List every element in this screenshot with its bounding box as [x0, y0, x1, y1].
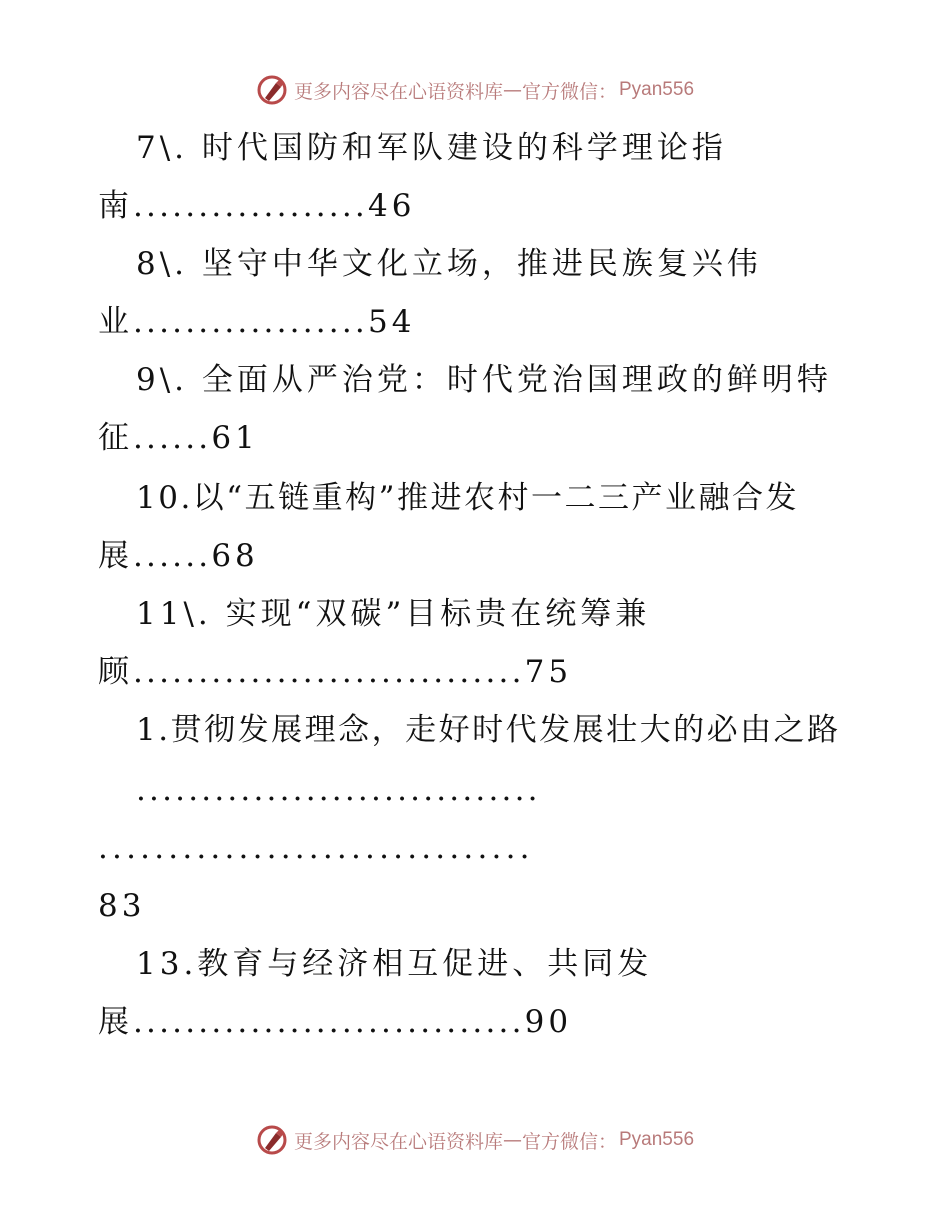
toc-entry-9-dots: ...... [133, 420, 212, 456]
toc-entry-8-title[interactable]: 8\. 坚守中华文化立场，推进民族复兴伟 [136, 246, 762, 282]
toc-entry-12-page[interactable]: 83 [98, 888, 146, 924]
toc-entry-11-title[interactable]: 11\. 实现“双碳”目标贵在统筹兼 [136, 596, 651, 632]
toc-entry-11-dots: .............................. [133, 654, 525, 690]
toc-entry-7-leader[interactable] [98, 186, 415, 226]
watermark-label: 官方微信： [521, 1130, 617, 1153]
toc-entry-10-dots: ...... [133, 538, 212, 574]
toc-entry-10-leader[interactable] [98, 536, 259, 576]
pen-logo-icon [256, 74, 288, 106]
toc-entry-13-title[interactable]: 13.教育与经济相互促进、共同发 [136, 946, 653, 982]
watermark-text: 更多内容尽在心语资料库 [293, 80, 503, 103]
toc-entry-12-dots-2: ............................... [98, 830, 534, 866]
toc-entry-12-dots-1: ............................... [136, 772, 541, 808]
toc-entry-10-title[interactable]: 10.以“五链重构”推进农村一二三产业融合发 [136, 480, 799, 516]
toc-entry-13-leader[interactable] [98, 1002, 572, 1042]
toc-entry-8-leader[interactable] [98, 302, 415, 342]
toc-entry-9-title[interactable]: 9\. 全面从严治党：时代党治国理政的鲜明特 [136, 362, 832, 398]
toc-entry-13-page: 90 [524, 1004, 573, 1040]
watermark-id: Pyan556 [619, 79, 695, 100]
toc-entry-9-page: 61 [211, 420, 259, 456]
toc-entry-7-dots: .................. [133, 188, 368, 224]
toc-entry-10-page: 68 [211, 538, 259, 574]
toc-entry-11-leader[interactable] [98, 652, 572, 692]
toc-entry-8-cont: 业 [98, 304, 133, 340]
watermark-footer [0, 1120, 950, 1160]
watermark-id: Pyan556 [619, 1129, 695, 1150]
toc-entry-13-dots: .............................. [133, 1004, 525, 1040]
toc-entry-12-title[interactable]: 1.贯彻发展理念，走好时代发展壮大的必由之路 [136, 712, 841, 748]
toc-entry-7-page: 46 [367, 188, 416, 224]
watermark-separator: — [502, 79, 522, 101]
toc-entry-7-cont: 南 [98, 188, 133, 224]
watermark-text: 更多内容尽在心语资料库 [293, 1130, 503, 1153]
toc-entry-8-page: 54 [367, 304, 416, 340]
toc-entry-10-cont: 展 [98, 538, 133, 574]
toc-entry-8-dots: .................. [133, 304, 368, 340]
toc-entry-9-leader[interactable] [98, 418, 259, 458]
toc-entry-9-cont: 征 [98, 420, 133, 456]
pen-logo-icon [256, 1124, 288, 1156]
toc-entry-7-title[interactable]: 7\. 时代国防和军队建设的科学理论指 [136, 130, 727, 166]
toc-entry-11-page: 75 [524, 654, 573, 690]
toc-entry-13-cont: 展 [98, 1004, 133, 1040]
toc-entry-11-cont: 顾 [98, 654, 133, 690]
watermark-separator: — [502, 1129, 522, 1151]
watermark-label: 官方微信： [521, 80, 617, 103]
watermark-header [0, 70, 950, 110]
